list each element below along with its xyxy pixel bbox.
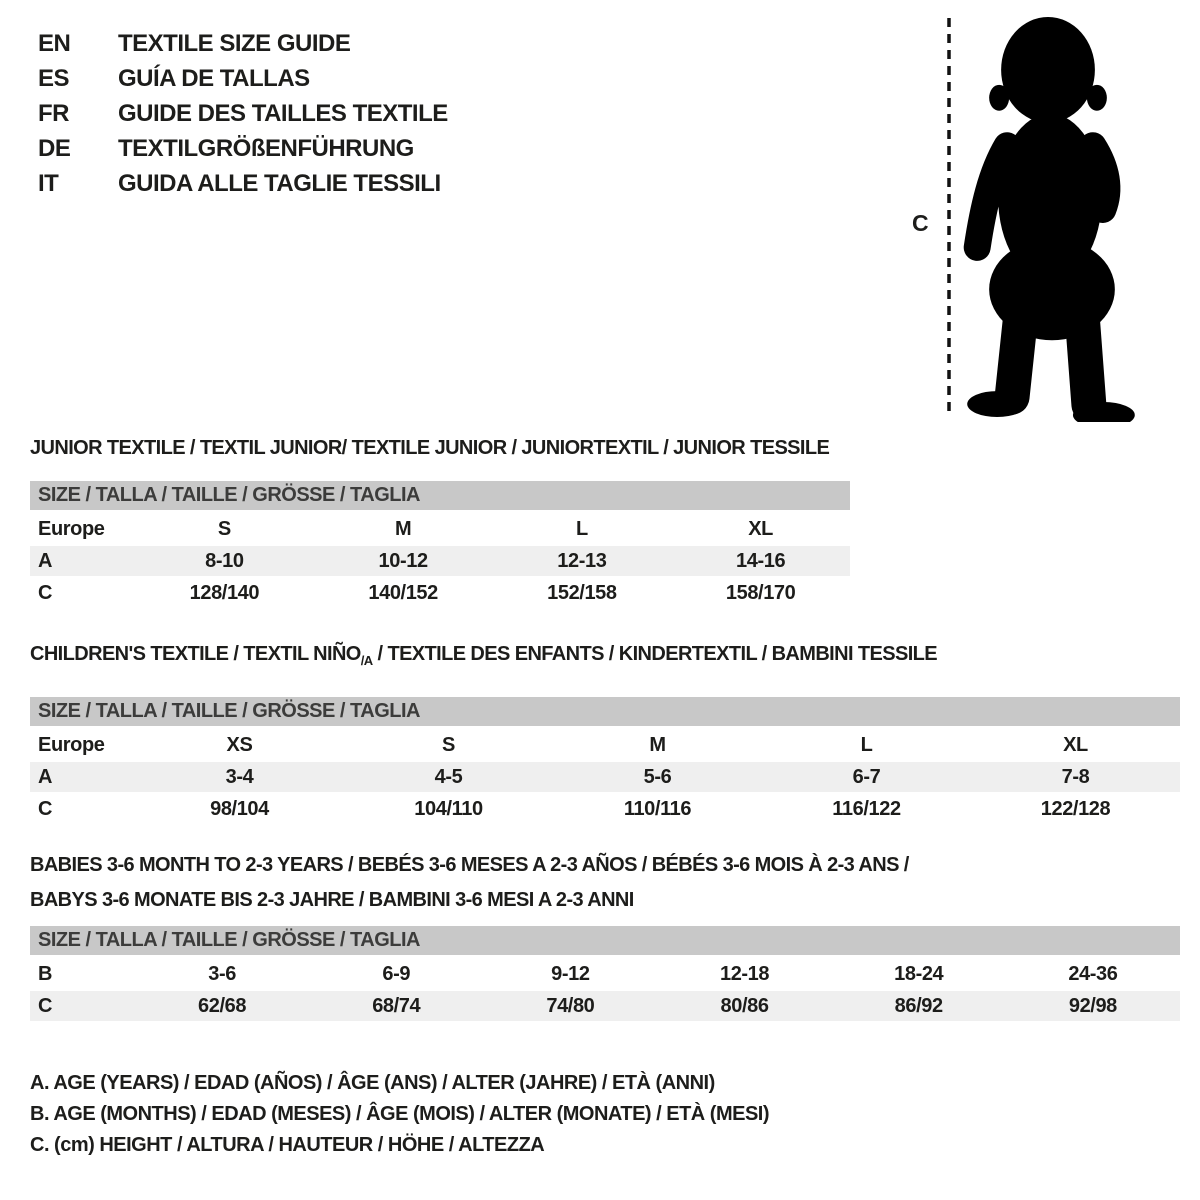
children-title-prefix: CHILDREN'S TEXTILE / TEXTIL NIÑO [30,643,361,665]
value-cell: 140/152 [368,581,438,604]
value-cell: 98/104 [210,797,269,820]
value-cell: 104/110 [414,797,483,820]
value-cell: XS [226,733,253,756]
legend-row-de [38,131,448,166]
value-cell: L [575,517,588,540]
height-figure [900,0,1160,430]
language-code: IT [38,170,59,197]
value-cell: 6-9 [382,962,411,985]
language-code: ES [38,65,70,92]
children-title-sub: /A [360,653,373,668]
measure-legend [30,1068,769,1161]
guide-title-en: TEXTILE SIZE GUIDE [118,30,351,57]
value-cell: 68/74 [309,991,483,1021]
value-cell: 158/170 [725,581,796,604]
value-cell: 92/98 [1006,991,1180,1021]
value-cell: S [442,733,455,756]
value-cell: 12-13 [493,546,672,576]
value-cell: 6-7 [762,762,971,792]
babies-section-title-line1: BABIES 3-6 MONTH TO 2-3 YEARS / BEBÉS 3-6 MESES A 2-3 AÑOS / BÉBÉS 3-6 MOIS À 2-3 ANS / [30,854,909,876]
value-cell: 62/68 [135,991,309,1021]
legend-row-en [38,26,448,61]
babies-size-table [30,957,1180,1023]
value-cell: 12-18 [719,962,770,985]
language-code: FR [38,100,69,127]
value-cell: 7-8 [971,762,1180,792]
value-cell: M [394,517,412,540]
footnote-height-cm: C. (cm) HEIGHT / ALTURA / HAUTEUR / HÖHE / ALTEZZA [30,1134,545,1156]
children-size-header: SIZE / TALLA / TAILLE / GRÖSSE / TAGLIA [30,697,1180,726]
children-size-table [30,728,1180,826]
babies-size-header: SIZE / TALLA / TAILLE / GRÖSSE / TAGLIA [30,926,1180,955]
table-row [30,794,1180,824]
value-cell: 10-12 [314,546,493,576]
dashed-measure-line-icon [946,16,952,418]
guide-title-es: GUÍA DE TALLAS [118,65,310,92]
height-measure-label: C [912,210,929,236]
junior-size-table [30,512,850,610]
value-cell: 152/158 [547,581,617,604]
row-label-cell: C [38,797,53,820]
value-cell: 80/86 [657,991,831,1021]
value-cell: M [649,733,666,756]
table-row [30,991,1180,1021]
footnote-age-years: A. AGE (YEARS) / EDAD (AÑOS) / ÂGE (ANS) / ALTER (JAHRE) / ETÀ (ANNI) [30,1072,715,1094]
value-cell: 5-6 [553,762,762,792]
table-row [30,514,850,544]
footnote-age-months: B. AGE (MONTHS) / EDAD (MESES) / ÂGE (MOIS) / ALTER (MONATE) / ETÀ (MESI) [30,1103,770,1125]
guide-title-de: TEXTILGRÖßENFÜHRUNG [118,135,414,162]
value-cell: L [860,733,873,756]
value-cell: XL [748,517,773,540]
value-cell: 122/128 [1040,797,1111,820]
table-row [30,959,1180,989]
row-label-cell: Europe [38,733,105,756]
language-title-list [38,26,448,201]
row-label-cell: C [38,581,53,604]
value-cell: 74/80 [483,991,657,1021]
section-junior-textile [30,437,850,610]
value-cell: 9-12 [551,962,590,985]
value-cell: 18-24 [894,962,944,985]
legend-row-fr [38,96,448,131]
table-row [30,546,850,576]
value-cell: 4-5 [344,762,553,792]
value-cell: XL [1063,733,1088,756]
language-code: EN [38,30,71,57]
row-label-cell: A [30,762,135,792]
value-cell: S [217,517,231,540]
children-section-title [30,643,1180,672]
junior-section-title: JUNIOR TEXTILE / TEXTIL JUNIOR/ TEXTILE JUNIOR / JUNIORTEXTIL / JUNIOR TESSILE [30,437,830,459]
guide-title-fr: GUIDE DES TAILLES TEXTILE [118,100,448,127]
toddler-silhouette-icon [955,8,1147,422]
value-cell: 14-16 [671,546,850,576]
junior-size-header: SIZE / TALLA / TAILLE / GRÖSSE / TAGLIA [30,481,850,510]
row-label-cell: Europe [38,517,105,540]
language-code: DE [38,135,71,162]
value-cell: 116/122 [832,797,901,820]
table-row [30,762,1180,792]
value-cell: 24-36 [1068,962,1118,985]
legend-row-it [38,166,448,201]
value-cell: 128/140 [189,581,260,604]
table-row [30,730,1180,760]
guide-title-it: GUIDA ALLE TAGLIE TESSILI [118,170,441,197]
value-cell: 3-6 [208,962,236,985]
row-label-cell: B [38,962,53,985]
section-children-textile [30,643,1180,826]
value-cell: 3-4 [135,762,344,792]
row-label-cell: C [30,991,135,1021]
table-row [30,578,850,608]
children-title-suffix: / TEXTILE DES ENFANTS / KINDERTEXTIL / BAMBINI TESSILE [372,643,938,665]
babies-section-title-line2: BABYS 3-6 MONATE BIS 2-3 JAHRE / BAMBINI 3-6 MESI A 2-3 ANNI [30,889,634,911]
legend-row-es [38,61,448,96]
value-cell: 8-10 [135,546,314,576]
value-cell: 86/92 [832,991,1006,1021]
section-babies [30,848,1180,1023]
row-label-cell: A [30,546,135,576]
value-cell: 110/116 [623,797,692,820]
